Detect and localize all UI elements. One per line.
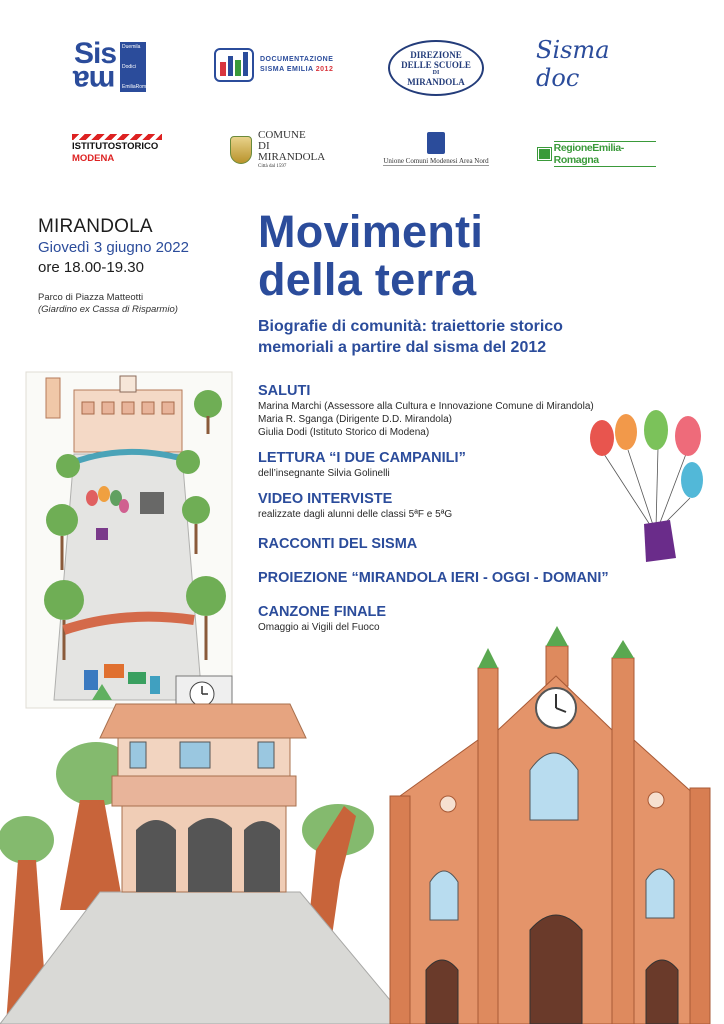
istituto-line2: MODENA (72, 153, 115, 164)
direzione-oval (388, 40, 484, 96)
program-section-proiezione (258, 569, 698, 587)
comune-line3: MIRANDOLA (258, 151, 326, 163)
comune-line1: COMUNE (258, 129, 306, 141)
direzione-line2: DELLE SCUOLE (401, 59, 471, 70)
program-line: dell’insegnante Silvia Golinelli (258, 468, 390, 479)
direzione-scuole-logo (388, 40, 484, 96)
sisma-doc-logo: Sisma doc (536, 36, 610, 92)
documentazione-line2b: 2012 (315, 66, 334, 73)
program-section-title: CANZONE FINALE (258, 604, 387, 620)
documentazione-line2a: SISMA EMILIA (260, 66, 316, 73)
direzione-line1: DIREZIONE (410, 49, 462, 60)
istituto-line1: ISTITUTOSTORICO (72, 141, 159, 152)
documentazione-line1: DOCUMENTAZIONE (260, 56, 334, 63)
unione-emblem-icon (427, 132, 445, 154)
subtitle-line2: memoriali a partire dal sisma del 2012 (258, 339, 547, 356)
flag-icon (538, 148, 551, 160)
balloons-drawing-icon (586, 410, 712, 570)
program-line: Maria R. Sganga (Dirigente D.D. Mirandola) (258, 414, 452, 425)
comune-line4: Città dal 1597 (258, 164, 287, 169)
regione-text: RegioneEmilia-Romagna (554, 141, 656, 167)
direzione-line3: DI (432, 69, 440, 76)
event-venue: Parco di Piazza Matteotti (38, 292, 144, 303)
sisma-logo (74, 36, 164, 98)
program-section-title: SALUTI (258, 383, 311, 399)
program-line: realizzate dagli alunni delle classi 5ªF e 5ªG (258, 509, 453, 520)
town-hall-and-cathedral-drawing-icon (0, 620, 724, 1024)
event-info (38, 216, 238, 316)
crest-icon (230, 136, 252, 164)
event-venue-sub: (Giardino ex Cassa di Risparmio) (38, 304, 178, 315)
page-subtitle (258, 316, 698, 358)
program-section-title: PROIEZIONE “MIRANDOLA IERI - OGGI - DOMANI” (258, 570, 609, 586)
title-line2: della terra (258, 254, 477, 305)
program-section-title: RACCONTI DEL SISMA (258, 536, 418, 552)
title-line1: Movimenti (258, 206, 484, 257)
sisma-logo-bottom: ma (74, 64, 116, 97)
program-section-title: VIDEO INTERVISTE (258, 491, 393, 507)
program-line: Marina Marchi (Assessore alla Cultura e Innovazione Comune di Mirandola) (258, 401, 594, 412)
sisma-logo-top: Sis (74, 37, 117, 70)
istituto-storico-logo (72, 134, 164, 164)
documentazione-logo (214, 46, 354, 84)
sisma-box-line1: Duemila (122, 44, 141, 50)
unione-comuni-logo (374, 132, 498, 172)
stripe-icon (72, 134, 162, 140)
event-city: MIRANDOLA (38, 216, 153, 237)
regione-emilia-romagna-logo (538, 144, 656, 164)
sisma-box-line3: EmiliaRomagna (122, 84, 158, 90)
comune-line2: DI (258, 140, 270, 152)
unione-text: Unione Comuni Modenesi Area Nord (383, 157, 489, 165)
page-title (258, 208, 698, 304)
direzione-line4: MIRANDOLA (407, 76, 465, 87)
event-date: Giovedì 3 giugno 2022 (38, 239, 189, 256)
program-line: Giulia Dodi (Istituto Storico di Modena) (258, 427, 430, 438)
subtitle-line1: Biografie di comunità: traiettorie storico (258, 318, 563, 335)
sisma-logo-box (120, 42, 158, 92)
sisma-box-line2: Dodici (122, 64, 136, 70)
comune-mirandola-logo (230, 130, 330, 170)
program-section-title: LETTURA “I DUE CAMPANILI” (258, 450, 466, 466)
bar-chart-icon (214, 48, 254, 82)
event-time: ore 18.00-19.30 (38, 259, 144, 276)
program-line: Omaggio ai Vigili del Fuoco (258, 622, 380, 633)
